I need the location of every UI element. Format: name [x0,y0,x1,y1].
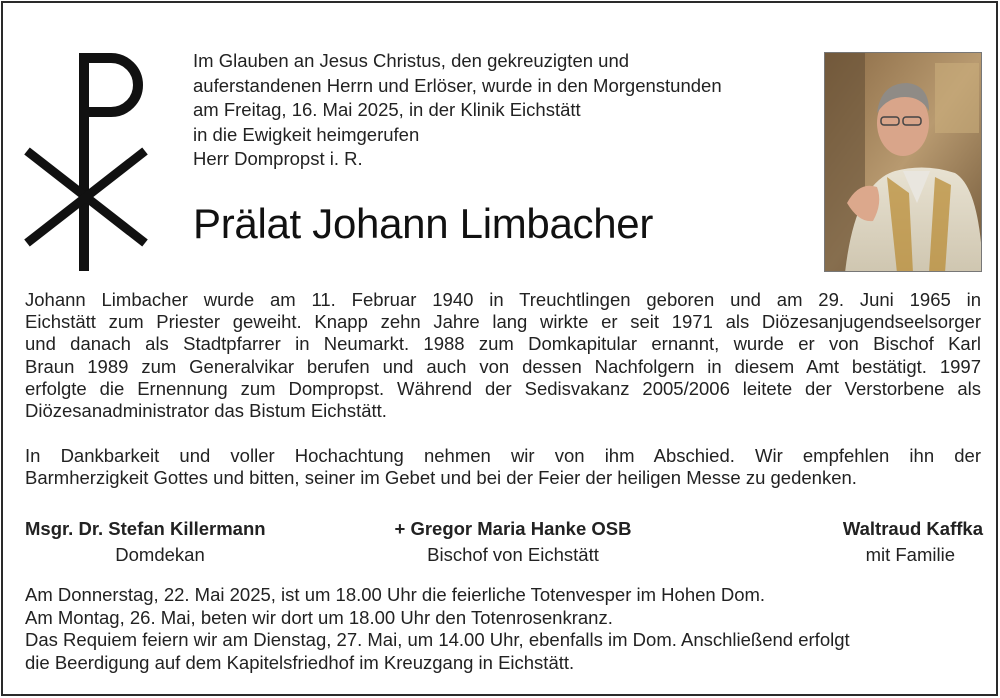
farewell-paragraph [25,445,981,489]
event-line: die Beerdigung auf dem Kapitelsfriedhof im Kreuzgang in Eichstätt. [25,651,575,673]
signatory-role: mit Familie [865,544,955,565]
obituary-frame [1,1,998,696]
portrait-photo [824,52,982,272]
biography-line: Johann Limbacher wurde am 11. Februar 1940 in Treuchtlingen geboren und am 29. Juni 1965 in [25,289,981,310]
signatory-role: Bischof von Eichstätt [427,544,599,565]
farewell-line: In Dankbarkeit und voller Hochachtung nehmen wir von ihm Abschied. Wir empfehlen ihn der [25,445,981,466]
signatory-2 [373,516,653,568]
intro-line: am Freitag, 16. Mai 2025, in der Klinik Eichstätt [193,99,581,120]
chi-rho-icon [23,51,149,273]
signatory-name: Msgr. Dr. Stefan Killermann [25,518,266,539]
biography-line: Eichstätt zum Priester geweiht. Knapp zehn Jahre lang wirkte er seit 1971 als Diözesanjugendseelsorger [25,311,981,333]
event-line: Am Montag, 26. Mai, beten wir dort um 18.00 Uhr den Totenrosenkranz. [25,606,613,628]
signatory-name: Waltraud Kaffka [842,518,983,539]
deceased-name: Prälat Johann Limbacher [193,200,654,247]
intro-line: auferstandenen Herrn und Erlöser, wurde in den Morgenstunden [193,74,722,96]
farewell-line: Barmherzigkeit Gottes und bitten, seiner im Gebet und bei der Feier der heiligen Messe zu gedenken. [25,467,857,489]
signatory-3 [803,516,983,568]
signatory-role: Domdekan [115,544,205,565]
signatory-1 [25,516,295,568]
event-line: Das Requiem feiern wir am Dienstag, 27. Mai, um 14.00 Uhr, ebenfalls im Dom. Anschließend erfolgt [25,629,850,650]
biography-line: und danach als Stadtpfarrer in Neumarkt. 1988 zum Domkapitular ernannt, wurde er von Bischof Karl [25,333,981,355]
intro-line: Im Glauben an Jesus Christus, den gekreuzigten und [193,50,630,71]
funeral-events [25,584,981,674]
biography-line: Diözesanadministrator das Bistum Eichstätt. [25,400,387,422]
biography-line: Braun 1989 zum Generalvikar berufen und auch von dessen Nachfolgern in diesem Amt bestätigt. 1997 [25,355,981,377]
event-line: Am Donnerstag, 22. Mai 2025, ist um 18.00 Uhr die feierliche Totenvesper im Hohen Dom. [25,584,766,605]
signatory-name: + Gregor Maria Hanke OSB [394,518,632,539]
intro-text [193,49,793,172]
intro-line: in die Ewigkeit heimgerufen [193,123,420,145]
biography-paragraph [25,289,981,422]
intro-line: Herr Dompropst i. R. [193,148,363,169]
biography-line: erfolgte die Ernennung zum Dompropst. Während der Sedisvakanz 2005/2006 leitete der Verstorbene als [25,377,981,399]
